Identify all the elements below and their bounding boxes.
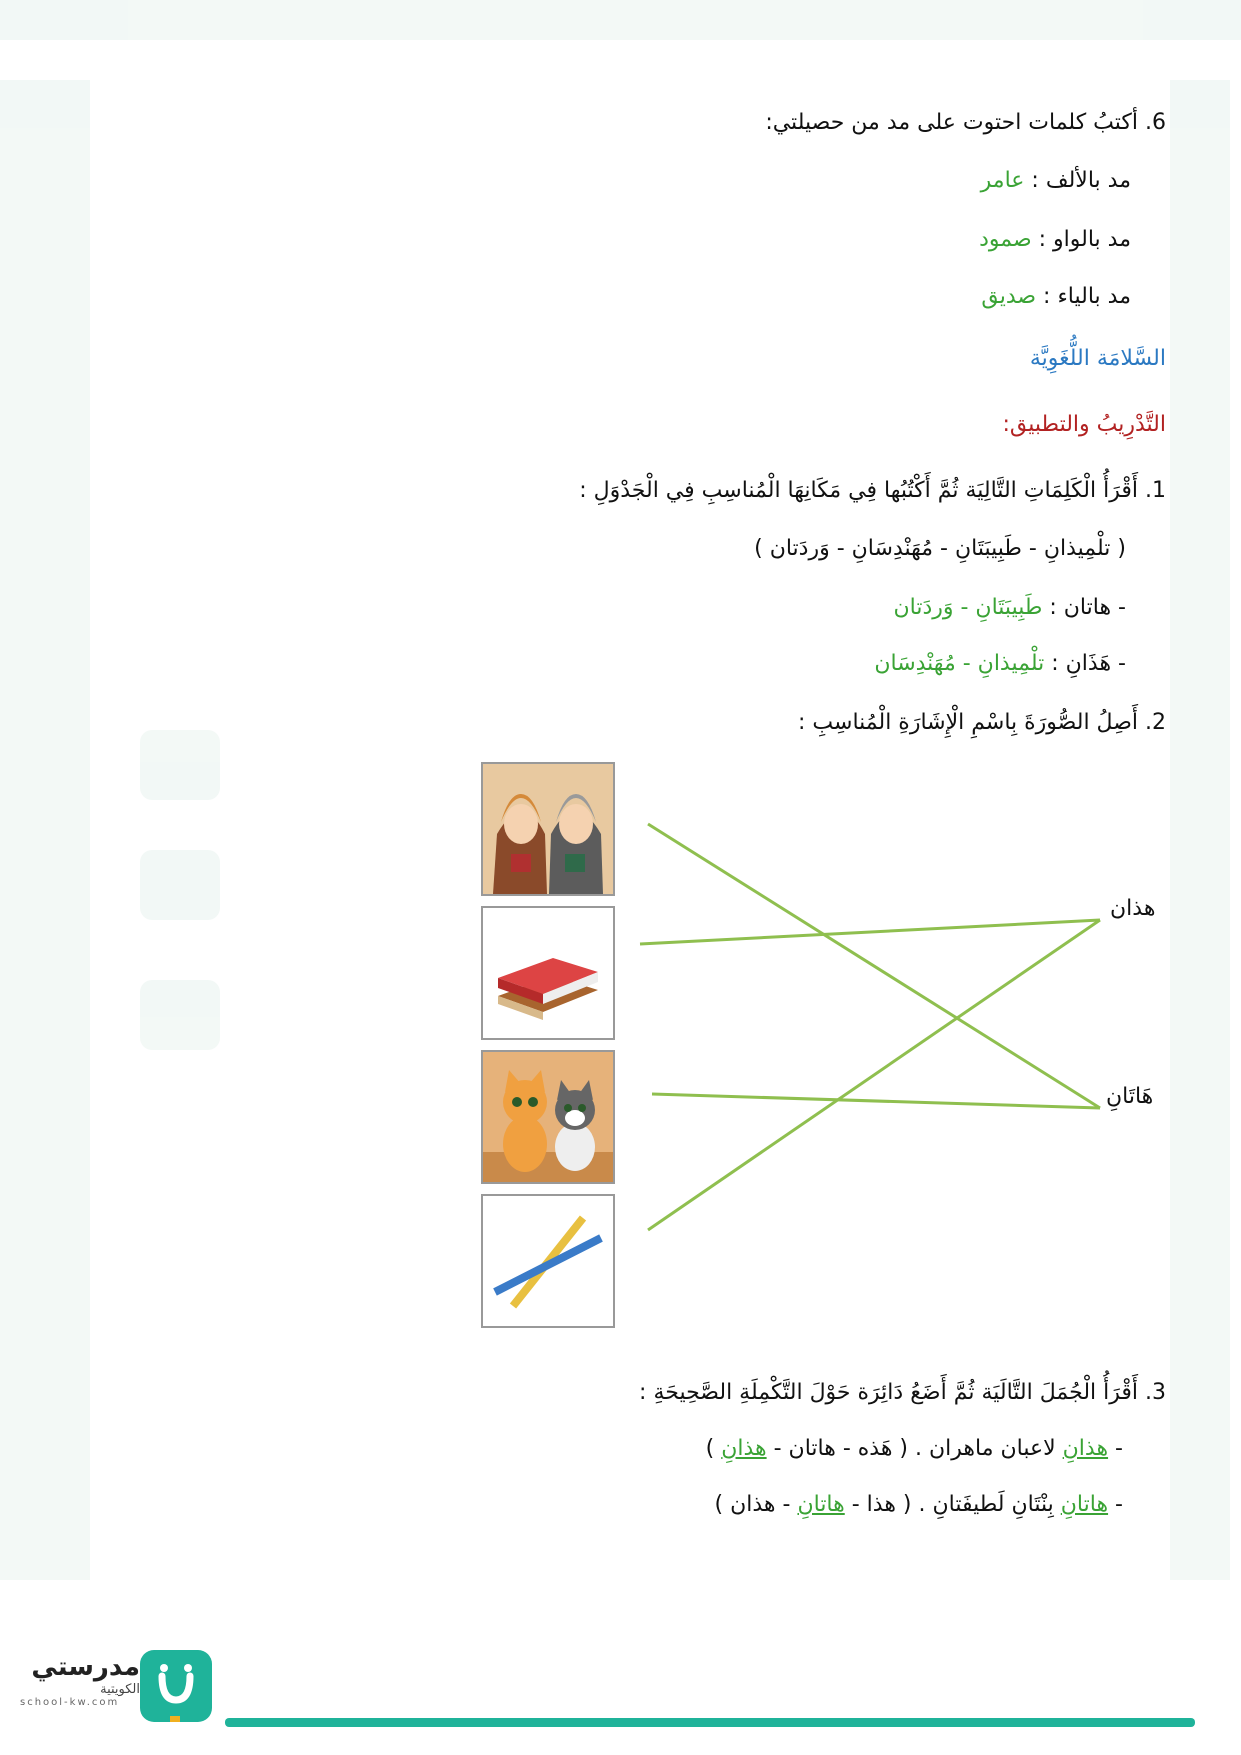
q3-sentence-text: لاعبان ماهران . ( هَذه - هاتان - <box>766 1436 1063 1461</box>
q3-sentence-text: بِنْتَانِ لَطيفَتانِ . ( هذا - <box>844 1492 1061 1517</box>
q2-title: 2. أَصِلُ الصُّورَةَ بِاسْمِ الْإِشَارَةِ الْمُناسِبِ : <box>798 710 1166 735</box>
logo-icon <box>140 1650 212 1722</box>
q6-label: مد بالواو : <box>1031 227 1131 252</box>
q1-answer: طَبِيبَتَانِ - وَردَتان <box>893 595 1043 620</box>
q1-label: - هَذَانِ : <box>1044 651 1126 676</box>
q1-answer: تلْمِيذانِ - مُهَنْدِسَان <box>874 651 1045 676</box>
section-title: السَّلامَة اللُّغَوِيَّة <box>1029 346 1166 371</box>
q3-correct-choice: هذانِ <box>721 1436 767 1461</box>
match-line <box>652 1094 1100 1108</box>
dash: - <box>1108 1492 1123 1517</box>
q1-label: - هاتان : <box>1042 595 1126 620</box>
footer-bar <box>225 1718 1195 1727</box>
label-hathan: هذان <box>1110 896 1156 921</box>
label-hatan: هَاتَانِ <box>1106 1084 1154 1109</box>
q3-title: 3. أَقْرَأُ الْجُمَلَ التَّالَيَة ثُمَّ أَضَعُ دَائِرَة حَوْلَ التَّكْمِلَةِ الصَّحِيحَةِ : <box>639 1380 1166 1405</box>
practice-title: التَّدْرِيبُ والتطبيق: <box>1002 412 1166 437</box>
q3-correct-choice: هاتانِ <box>797 1492 845 1517</box>
q3-answer: هذانِ <box>1062 1436 1109 1461</box>
match-line <box>640 920 1100 944</box>
q6-answer: صمود <box>979 227 1032 252</box>
q3-close: - هذان ) <box>714 1492 798 1517</box>
q6-label: مد بالياء : <box>1036 284 1131 309</box>
q1-title: 1. أَقْرَأُ الْكَلِمَاتِ التَّالِيَة ثُمَّ أَكْتُبُها فِي مَكَانِهَا الْمُناسِبِ فِي الْجَدْوَلِ : <box>579 478 1166 503</box>
q1-words: ( تلْمِيذانِ - طَبِيبَتَانِ - مُهَنْدِسَانِ - وَردَتان ) <box>754 536 1126 561</box>
q3-close: ) <box>705 1436 722 1461</box>
logo-sub: الكويتية <box>100 1682 140 1697</box>
q6-label: مد بالألف : <box>1024 168 1131 193</box>
logo-name: مدرستي <box>31 1652 140 1682</box>
q6-title: 6. أكتبُ كلمات احتوت على مد من حصيلتي: <box>765 110 1166 135</box>
dash: - <box>1108 1436 1123 1461</box>
q3-answer: هاتانِ <box>1060 1492 1109 1517</box>
logo <box>20 1652 140 1708</box>
q6-answer: صديق <box>981 284 1037 309</box>
logo-url: school-kw.com <box>20 1697 120 1708</box>
q6-answer: عامر <box>980 168 1025 193</box>
